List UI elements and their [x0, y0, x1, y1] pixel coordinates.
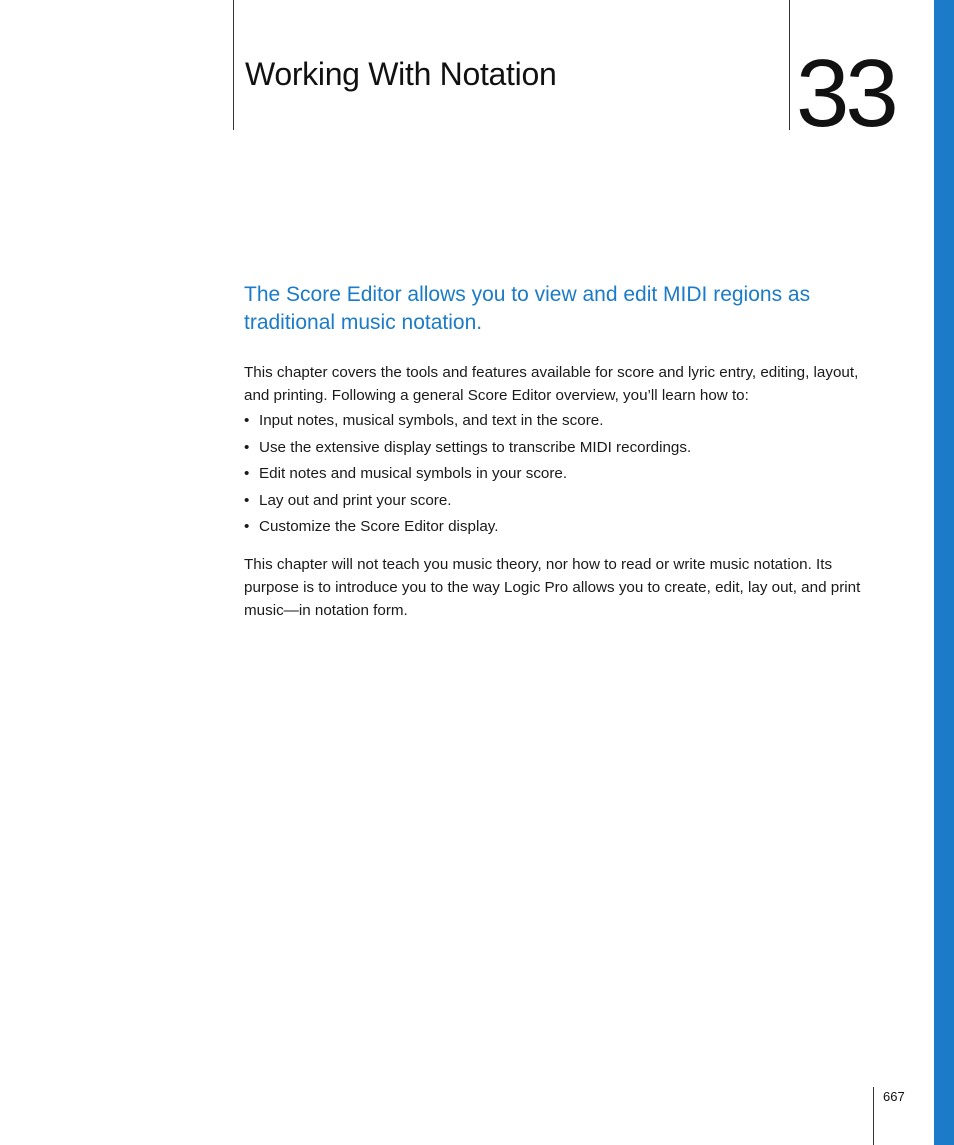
list-item-text: Customize the Score Editor display.	[259, 518, 499, 535]
list-item	[244, 490, 874, 517]
list-item	[244, 463, 874, 490]
list-item	[244, 516, 874, 543]
bullet-icon: •	[244, 438, 250, 456]
list-item-text: Use the extensive display settings to transcribe MIDI recordings.	[259, 438, 692, 456]
chapter-title: Working With Notation	[245, 56, 557, 92]
bullet-icon: •	[244, 491, 250, 509]
list-item	[244, 437, 874, 464]
chapter-side-tab	[934, 0, 954, 1145]
bullet-icon: •	[244, 412, 250, 429]
bullet-icon: •	[244, 518, 250, 535]
header-left-rule	[233, 0, 234, 130]
header-right-rule	[789, 0, 790, 130]
chapter-number: 33	[796, 40, 895, 147]
list-item	[244, 410, 874, 437]
body-paragraph-1: This chapter covers the tools and features available for score and lyric entry, editing, layout, and printing. Following a general Score Editor overview, you’ll learn how to:	[244, 364, 859, 404]
footer-rule	[873, 1087, 874, 1145]
bullet-icon: •	[244, 465, 250, 482]
list-item-text: Input notes, musical symbols, and text in the score.	[259, 412, 604, 429]
body-paragraph-2: This chapter will not teach you music theory, nor how to read or write music notation. Its purpose is to introduce you to the way Logic Pro allows you to create, edit, lay out, and print music—in notation form.	[244, 556, 861, 619]
list-item-text: Lay out and print your score.	[259, 491, 452, 509]
page-number: 667	[883, 1089, 905, 1104]
chapter-intro: The Score Editor allows you to view and edit MIDI regions as traditional music notation.	[244, 283, 811, 334]
bullet-list	[244, 410, 874, 543]
list-item-text: Edit notes and musical symbols in your score.	[259, 465, 568, 482]
